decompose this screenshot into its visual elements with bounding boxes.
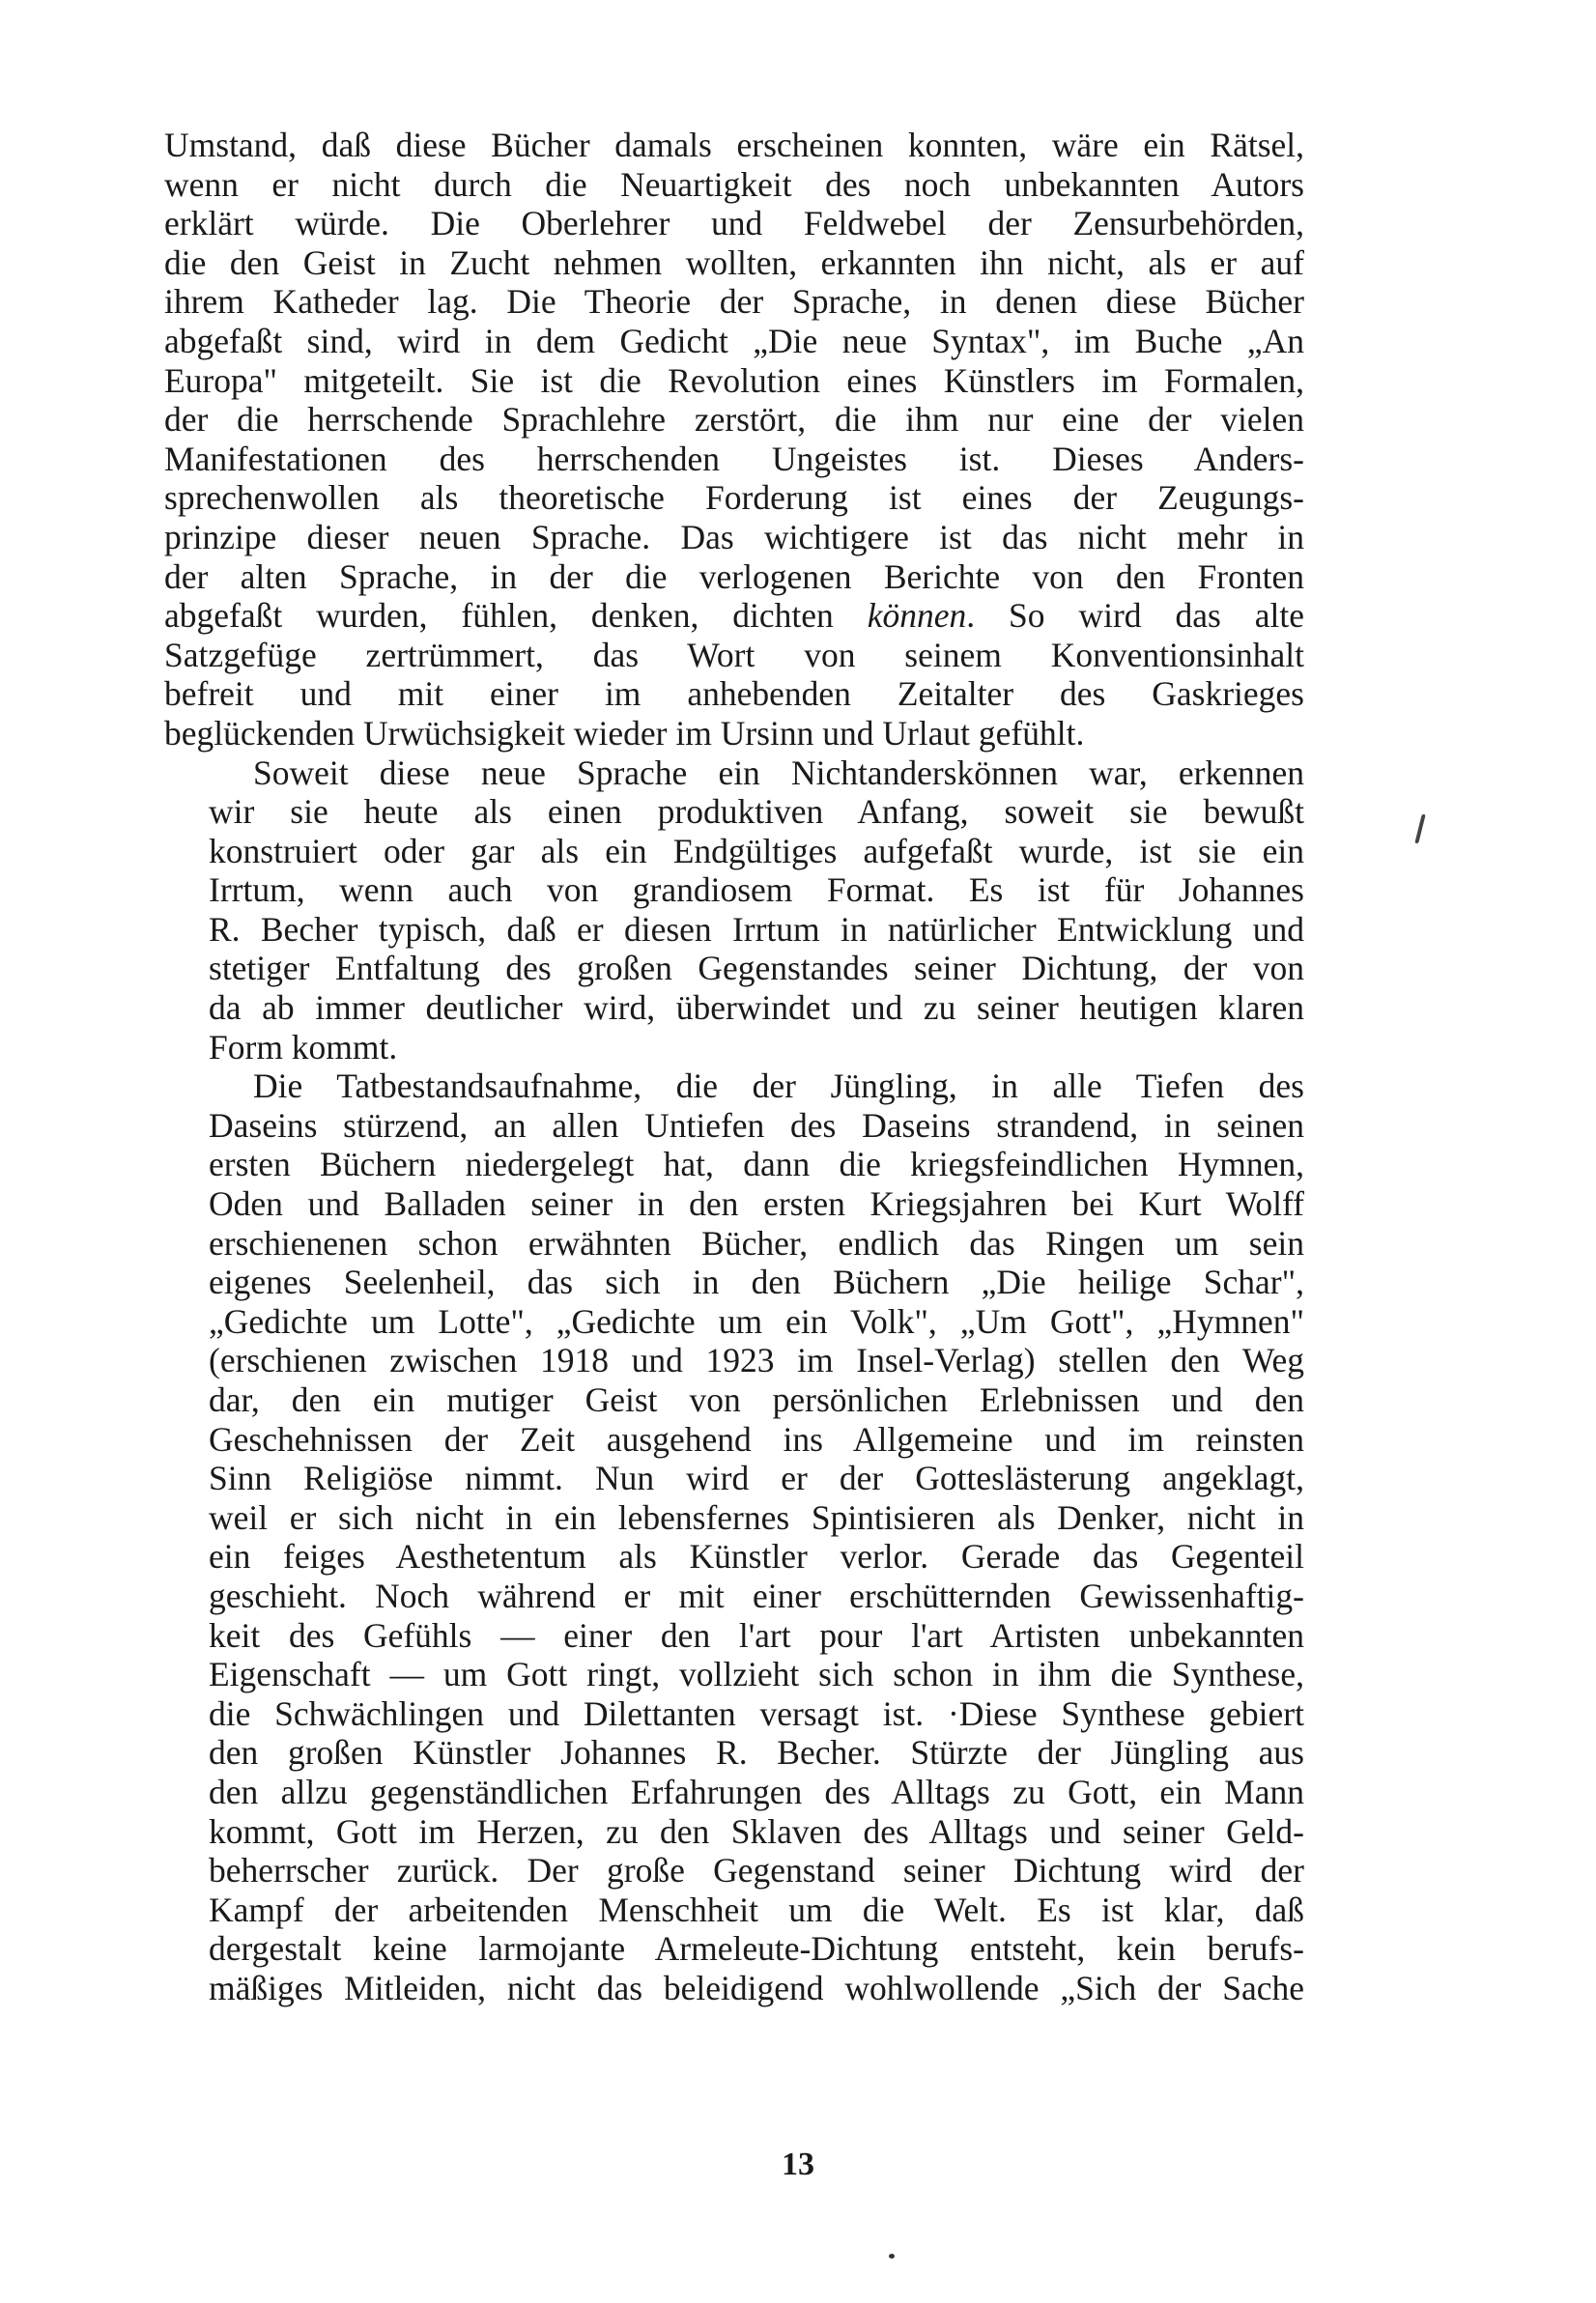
text-line: Daseins stürzend, an allen Untiefen des Daseins strandend, in seinen [209, 1105, 1304, 1145]
paragraph [164, 753, 1304, 1067]
text-line: den allzu gegenständlichen Erfahrungen des Alltags zu Gott, ein Mann [209, 1772, 1304, 1811]
paper-speck [889, 2254, 895, 2259]
text-line: Europa" mitgeteilt. Sie ist die Revolution eines Künstlers im Formalen, [164, 360, 1304, 400]
text-line: die den Geist in Zucht nehmen wollten, erkannten ihn nicht, als er auf [164, 242, 1304, 282]
text-line: ihrem Katheder lag. Die Theorie der Sprache, in denen diese Bücher [164, 282, 1304, 322]
text-line: weil er sich nicht in ein lebensfernes Spintisieren als Denker, nicht in [209, 1497, 1304, 1537]
text-line: beherrscher zurück. Der große Gegenstand seiner Dichtung wird der [209, 1851, 1304, 1891]
text-line: den großen Künstler Johannes R. Becher. Stürzte der Jüngling aus [209, 1733, 1304, 1773]
text-line: erschienenen schon erwähnten Bücher, endlich das Ringen um sein [209, 1223, 1304, 1263]
text-line: (erschienen zwischen 1918 und 1923 im Insel-Verlag) stellen den Weg [209, 1341, 1304, 1380]
text-line: sprechenwollen als theoretische Forderung ist eines der Zeugungs- [164, 478, 1304, 518]
text-line: ersten Büchern niedergelegt hat, dann die kriegsfeindlichen Hymnen, [209, 1145, 1304, 1184]
text-line: abgefaßt sind, wird in dem Gedicht „Die neue Syntax", im Buche „An [164, 321, 1304, 360]
text-line: befreit und mit einer im anhebenden Zeitalter des Gaskrieges [164, 674, 1304, 714]
text-line: Kampf der arbeitenden Menschheit um die Welt. Es ist klar, daß [209, 1890, 1304, 1929]
text-line: wenn er nicht durch die Neuartigkeit des noch unbekannten Autors [164, 164, 1304, 204]
text-line: ein feiges Aesthetentum als Künstler verlor. Gerade das Gegenteil [209, 1537, 1304, 1577]
text-line: Geschehnissen der Zeit ausgehend ins Allgemeine und im reinsten [209, 1419, 1304, 1459]
text-line: dar, den ein mutiger Geist von persönlichen Erlebnissen und den [209, 1380, 1304, 1419]
paragraph [164, 1066, 1304, 2007]
text-line: Sinn Religiöse nimmt. Nun wird er der Gotteslästerung angeklagt, [209, 1459, 1304, 1498]
text-line: abgefaßt wurden, fühlen, denken, dichten können. So wird das alte [164, 596, 1304, 636]
text-line: der alten Sprache, in der die verlogenen Berichte von den Fronten [164, 556, 1304, 596]
text-line: mäßiges Mitleiden, nicht das beleidigend wohlwollende „Sich der Sache [209, 1968, 1304, 2007]
text-line: Die Tatbestandsaufnahme, die der Jüngling, in alle Tiefen des [253, 1066, 1304, 1106]
text-line: konstruiert oder gar als ein Endgültiges aufgefaßt wurde, ist sie ein [209, 831, 1304, 870]
text-line: Satzgefüge zertrümmert, das Wort von seinem Konventionsinhalt [164, 635, 1304, 674]
text-line: die Schwächlingen und Dilettanten versagt ist. ·Diese Synthese gebiert [209, 1693, 1304, 1733]
text-line: prinzipe dieser neuen Sprache. Das wichtigere ist das nicht mehr in [164, 517, 1304, 556]
text-line: Eigenschaft — um Gott ringt, vollzieht sich schon in ihm die Synthese, [209, 1655, 1304, 1694]
text-line: dergestalt keine larmojante Armeleute-Dichtung entsteht, kein berufs- [209, 1929, 1304, 1969]
text-line: Form kommt. [209, 1027, 398, 1066]
text-line: wir sie heute als einen produktiven Anfang, soweit sie bewußt [209, 792, 1304, 832]
text-line: Manifestationen des herrschenden Ungeistes ist. Dieses Anders- [164, 439, 1304, 478]
text-line: keit des Gefühls — einer den l'art pour l'art Artisten unbekannten [209, 1615, 1304, 1655]
text-block [164, 126, 1304, 2008]
text-line: eigenes Seelenheil, das sich in den Büchern „Die heilige Schar", [209, 1263, 1304, 1302]
text-line: kommt, Gott im Herzen, zu den Sklaven des Alltags und seiner Geld- [209, 1811, 1304, 1851]
text-line: beglückenden Urwüchsigkeit wieder im Ursinn und Urlaut gefühlt. [164, 713, 1085, 753]
text-line: geschieht. Noch während er mit einer erschütternden Gewissenhaftig- [209, 1576, 1304, 1615]
text-line: R. Becher typisch, daß er diesen Irrtum in natürlicher Entwicklung und [209, 909, 1304, 949]
text-line: Oden und Balladen seiner in den ersten Kriegsjahren bei Kurt Wolff [209, 1184, 1304, 1224]
text-line: da ab immer deutlicher wird, überwindet und zu seiner heutigen klaren [209, 988, 1304, 1028]
emphasis: können [867, 596, 967, 636]
text-line: Soweit diese neue Sprache ein Nichtanderskönnen war, erkennen [253, 753, 1304, 792]
text-line: „Gedichte um Lotte", „Gedichte um ein Volk", „Um Gott", „Hymnen" [209, 1301, 1304, 1341]
text-line: Irrtum, wenn auch von grandiosem Format. Es ist für Johannes [209, 870, 1304, 910]
text-line: stetiger Entfaltung des großen Gegenstandes seiner Dichtung, der von [209, 949, 1304, 988]
page-number: 13 [782, 2147, 814, 2182]
margin-pencil-mark [1414, 814, 1425, 843]
text-line: Umstand, daß diese Bücher damals erscheinen konnten, wäre ein Rätsel, [164, 126, 1304, 164]
text-line: erklärt würde. Die Oberlehrer und Feldwebel der Zensurbehörden, [164, 204, 1304, 243]
page-body [164, 126, 1304, 2008]
text-line: der die herrschende Sprachlehre zerstört, die ihm nur eine der vielen [164, 400, 1304, 440]
paragraph [164, 126, 1304, 753]
